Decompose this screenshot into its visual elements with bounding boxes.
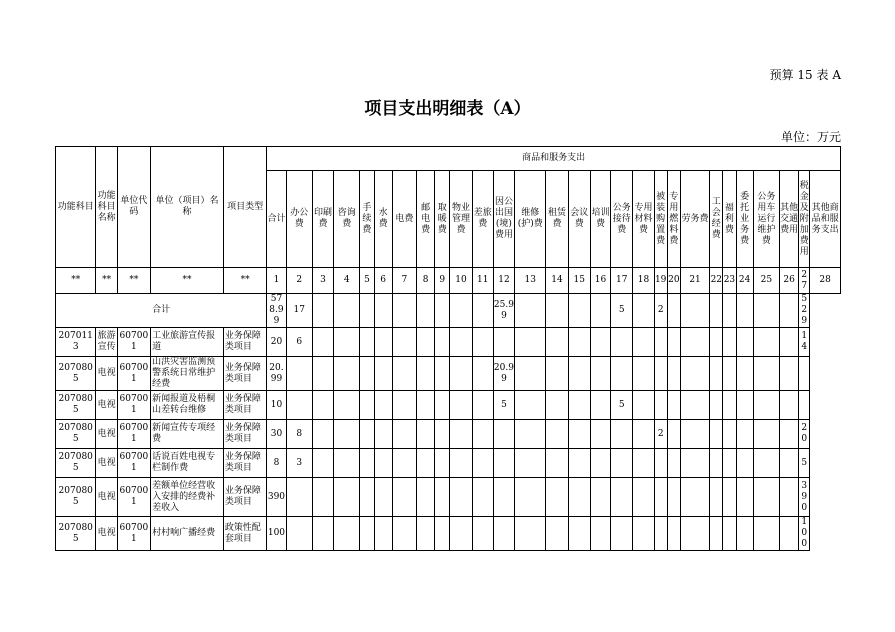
cell-name: 电视: [96, 517, 117, 551]
index-cell: 27: [799, 268, 810, 294]
cell-c1: 30: [267, 420, 286, 449]
index-cell: **: [151, 268, 224, 294]
index-cell: 4: [334, 268, 360, 294]
index-cell: 10: [450, 268, 472, 294]
cell-c28: [799, 391, 810, 420]
cell-c13: 5: [493, 391, 514, 420]
total-c28: 529: [799, 294, 810, 328]
index-cell: 17: [611, 268, 633, 294]
cell-c1: 100: [267, 517, 286, 551]
index-cell: **: [223, 268, 266, 294]
index-row: [56, 268, 841, 294]
cell-c28: [799, 357, 810, 391]
cell-func: 2070805: [56, 391, 96, 420]
index-cell: 9: [435, 268, 450, 294]
header-col: 水费: [374, 171, 392, 268]
cell-name: 电视: [96, 449, 117, 478]
index-cell: 28: [810, 268, 841, 294]
header-col: 合计: [267, 171, 286, 268]
cell-type: 业务保障类项目: [223, 449, 266, 478]
header-col: 维修(护)费: [515, 171, 546, 268]
total-c13: 25.99: [493, 294, 514, 328]
index-cell: 14: [546, 268, 568, 294]
cell-unit: 村村响广播经费: [151, 517, 224, 551]
cell-c2: [286, 357, 312, 391]
total-c1: 578.99: [267, 294, 286, 328]
cell-c13: [493, 517, 514, 551]
cell-func: 2070805: [56, 478, 96, 517]
header-col: 物业管理费: [450, 171, 472, 268]
cell-c1: 390: [267, 478, 286, 517]
cell-c13: [493, 420, 514, 449]
index-cell: 8: [416, 268, 434, 294]
index-cell: 18: [633, 268, 654, 294]
index-cell: 24: [736, 268, 753, 294]
cell-type: 业务保障类项目: [223, 357, 266, 391]
index-cell: 25: [753, 268, 779, 294]
header-col: 其他交通费用: [779, 171, 798, 268]
table-row: [56, 328, 841, 357]
header-func-subject: 功能科目: [56, 147, 96, 268]
index-cell: 5: [360, 268, 374, 294]
header-col: 公务接待费: [611, 171, 633, 268]
total-c18: 5: [611, 294, 633, 328]
cell-name: 旅游宣传: [96, 328, 117, 357]
total-c20: 2: [654, 294, 667, 328]
cell-name: 电视: [96, 357, 117, 391]
total-c2: 17: [286, 294, 312, 328]
cell-c18: [611, 449, 633, 478]
index-cell: 3: [312, 268, 333, 294]
header-col: 专用材料费: [633, 171, 654, 268]
index-cell: 6: [374, 268, 392, 294]
expenditure-table: [55, 146, 841, 551]
cell-func: 2070113: [56, 328, 96, 357]
total-label: 合计: [56, 294, 267, 328]
header-col: 委托业务费: [736, 171, 753, 268]
cell-type: 业务保障类项目: [223, 420, 266, 449]
cell-c13: [493, 478, 514, 517]
index-cell: 11: [472, 268, 493, 294]
header-col: 其他商品和服务支出: [810, 171, 841, 268]
cell-c2: [286, 391, 312, 420]
cell-c20: 2: [654, 420, 667, 449]
cell-c18: [611, 420, 633, 449]
cell-c20: [654, 328, 667, 357]
table-row: [56, 391, 841, 420]
index-cell: 23: [723, 268, 736, 294]
cell-unit: 差额单位经营收入安排的经费补差收入: [151, 478, 224, 517]
header-unit-code: 单位代码: [117, 147, 150, 268]
cell-c2: [286, 478, 312, 517]
cell-c20: [654, 449, 667, 478]
header-col: 公务用车运行维护费: [753, 171, 779, 268]
cell-unit: 话说百姓电视专栏制作费: [151, 449, 224, 478]
cell-code: 607001: [117, 357, 150, 391]
index-cell: 7: [392, 268, 416, 294]
header-project-type: 项目类型: [223, 147, 266, 268]
header-col: 办公费: [286, 171, 312, 268]
cell-c28: 14: [799, 328, 810, 357]
header-col: 取暖费: [435, 171, 450, 268]
index-cell: 20: [667, 268, 680, 294]
index-cell: 22: [710, 268, 723, 294]
cell-c1: 20: [267, 328, 286, 357]
unit-label: 单位：万元: [780, 130, 841, 144]
table-row: [56, 517, 841, 551]
header-col: 被装购置费: [654, 171, 667, 268]
cell-c28: 5: [799, 449, 810, 478]
cell-unit: 山洪灾害监测预警系统日常维护经费: [151, 357, 224, 391]
cell-c20: [654, 517, 667, 551]
cell-name: 电视: [96, 391, 117, 420]
header-col: 租赁费: [546, 171, 568, 268]
header-col: 专用燃料费: [667, 171, 680, 268]
cell-c1: 10: [267, 391, 286, 420]
index-cell: 26: [779, 268, 798, 294]
cell-func: 2070805: [56, 357, 96, 391]
header-unit-name: 单位（项目）名称: [151, 147, 224, 268]
cell-c18: [611, 328, 633, 357]
cell-code: 607001: [117, 391, 150, 420]
header-col: 税金及附加费用: [799, 171, 810, 268]
cell-c13: [493, 449, 514, 478]
cell-code: 607001: [117, 517, 150, 551]
cell-c1: 20.99: [267, 357, 286, 391]
cell-type: 业务保障类项目: [223, 391, 266, 420]
header-group: 商品和服务支出: [267, 147, 841, 171]
cell-c13: 20.99: [493, 357, 514, 391]
header-col: 手续费: [360, 171, 374, 268]
cell-c20: [654, 478, 667, 517]
cell-code: 607001: [117, 478, 150, 517]
index-cell: 16: [590, 268, 610, 294]
header-col: 印刷费: [312, 171, 333, 268]
cell-code: 607001: [117, 420, 150, 449]
cell-c2: 3: [286, 449, 312, 478]
index-cell: 12: [493, 268, 514, 294]
index-cell: 15: [568, 268, 590, 294]
cell-c2: 8: [286, 420, 312, 449]
header-col: 会议费: [568, 171, 590, 268]
cell-c2: [286, 517, 312, 551]
cell-c1: 8: [267, 449, 286, 478]
cell-c2: 6: [286, 328, 312, 357]
cell-c20: [654, 391, 667, 420]
cell-type: 业务保障类项目: [223, 478, 266, 517]
cell-c18: [611, 357, 633, 391]
cell-c28: 100: [799, 517, 810, 551]
index-cell: 13: [515, 268, 546, 294]
cell-c18: 5: [611, 391, 633, 420]
header-col: 咨询费: [334, 171, 360, 268]
cell-unit: 新闻报道及梧桐山差转台维修: [151, 391, 224, 420]
table-code: 预算 15 表 A: [769, 68, 841, 82]
cell-func: 2070805: [56, 449, 96, 478]
cell-name: 电视: [96, 478, 117, 517]
page-title: 项目支出明细表（A）: [364, 99, 531, 119]
header-col: 福利费: [723, 171, 736, 268]
cell-type: 业务保障类项目: [223, 328, 266, 357]
cell-c18: [611, 478, 633, 517]
cell-type: 政策性配套项目: [223, 517, 266, 551]
index-cell: **: [117, 268, 150, 294]
header-col: 电费: [392, 171, 416, 268]
cell-c18: [611, 517, 633, 551]
cell-c20: [654, 357, 667, 391]
cell-func: 2070805: [56, 420, 96, 449]
cell-c13: [493, 328, 514, 357]
cell-c28: 390: [799, 478, 810, 517]
cell-code: 607001: [117, 328, 150, 357]
cell-name: 电视: [96, 420, 117, 449]
index-cell: 1: [267, 268, 286, 294]
table-row: [56, 420, 841, 449]
index-cell: 19: [654, 268, 667, 294]
header-col: 因公出国(境)费用: [493, 171, 514, 268]
header-col: 差旅费: [472, 171, 493, 268]
table-row: [56, 478, 841, 517]
header-col: 邮电费: [416, 171, 434, 268]
cell-unit: 工业旅游宣传报道: [151, 328, 224, 357]
total-row: [56, 294, 841, 328]
cell-unit: 新闻宣传专项经费: [151, 420, 224, 449]
index-cell: 21: [680, 268, 709, 294]
index-cell: **: [96, 268, 117, 294]
cell-c28: 20: [799, 420, 810, 449]
cell-code: 607001: [117, 449, 150, 478]
index-cell: 2: [286, 268, 312, 294]
table-row: [56, 357, 841, 391]
header-col: 培训费: [590, 171, 610, 268]
index-cell: **: [56, 268, 96, 294]
cell-func: 2070805: [56, 517, 96, 551]
header-col: 劳务费: [680, 171, 709, 268]
table-row: [56, 449, 841, 478]
header-func-subject-name: 功能科目名称: [96, 147, 117, 268]
header-col: 工会经费: [710, 171, 723, 268]
